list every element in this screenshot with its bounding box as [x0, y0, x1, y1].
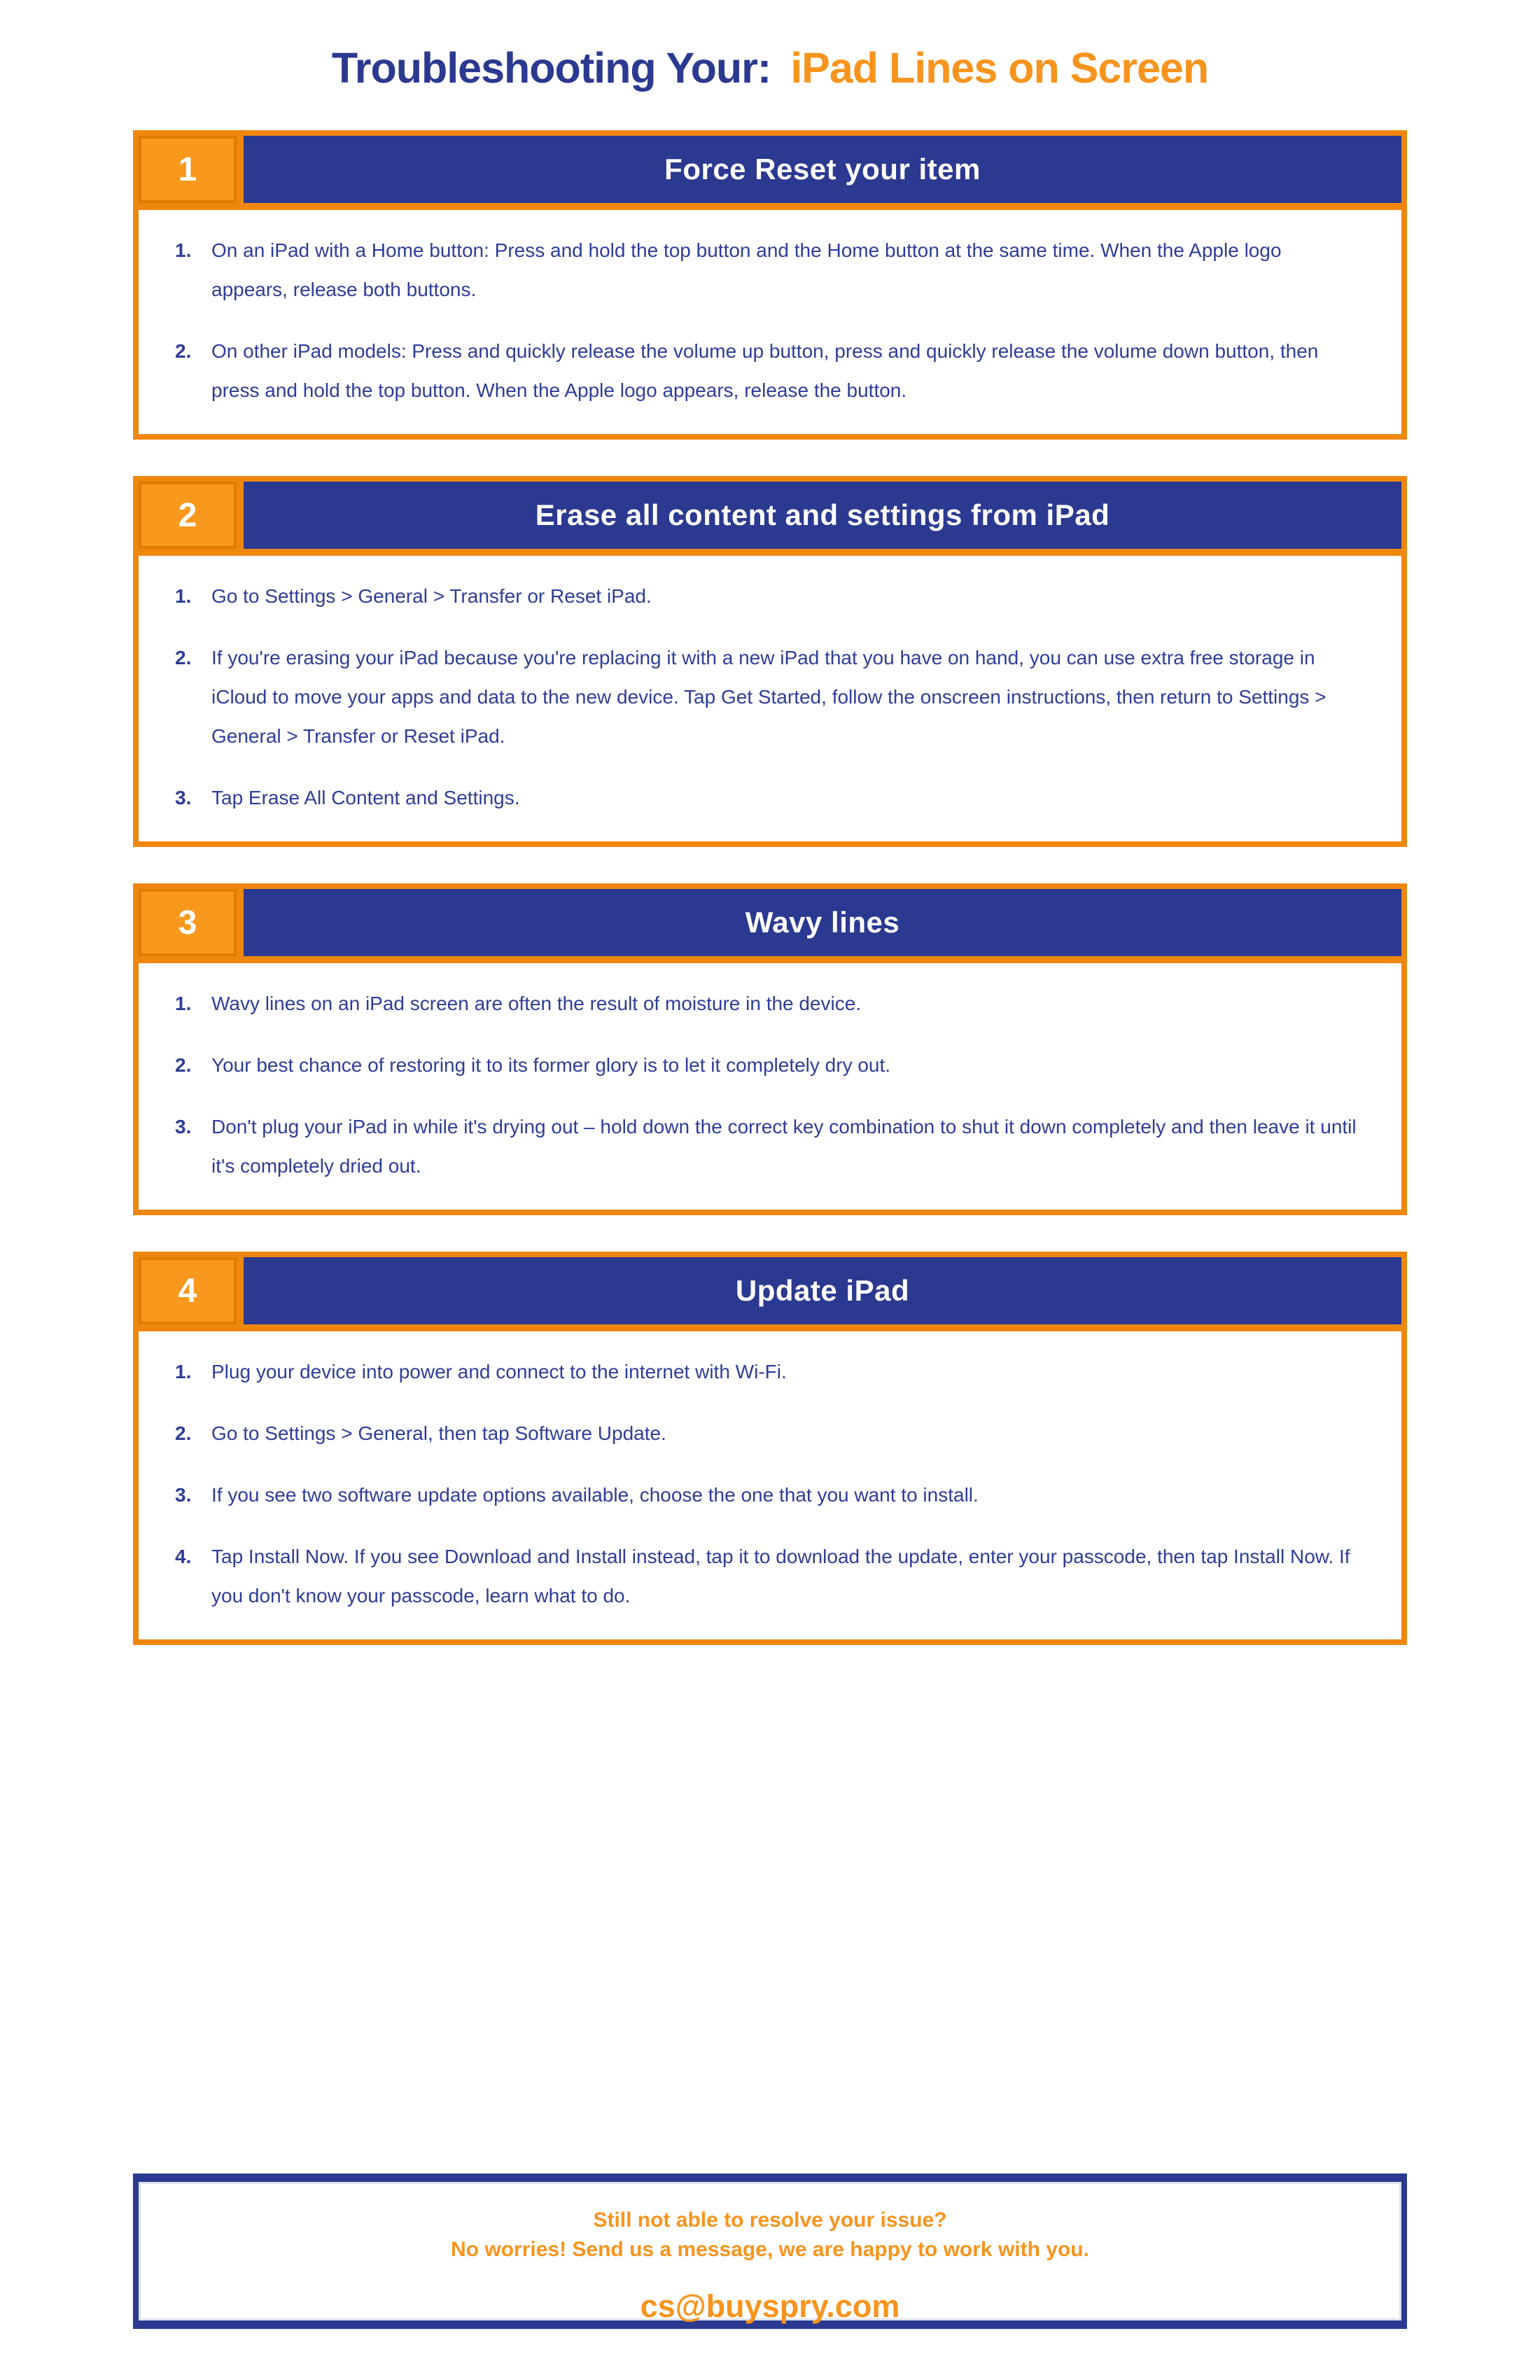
item-text: If you see two software update options available, choose the one that you want to install.	[211, 1484, 979, 1506]
section-wavy-lines	[133, 883, 1407, 1215]
section-number-badge: 3	[139, 889, 237, 956]
page-title	[0, 0, 1540, 92]
section-force-reset	[133, 130, 1407, 440]
title-highlight: iPad Lines on Screen	[790, 44, 1209, 92]
section-header	[139, 136, 1401, 210]
item-number: 2.	[175, 1054, 192, 1076]
item-number: 3.	[175, 1484, 192, 1506]
item-text: On other iPad models: Press and quickly release the volume up button, press and quickly release the volume down button, then press and hold the top button. When the Apple logo appears, release the button.	[211, 340, 1319, 401]
item-text: If you're erasing your iPad because you're replacing it with a new iPad that you have on hand, you can use extra free storage in iCloud to move your apps and data to the new device. Tap Get Started, follow the onscreen instructions, then return to Settings > General > Transfer or Reset iPad.	[211, 647, 1326, 747]
list-item	[175, 1046, 1359, 1085]
section-body	[139, 210, 1401, 434]
item-text: Go to Settings > General, then tap Software Update.	[211, 1422, 666, 1444]
list-item	[175, 1537, 1359, 1616]
section-title: Wavy lines	[244, 889, 1401, 956]
item-text: On an iPad with a Home button: Press and hold the top button and the Home button at the same time. When the Apple logo appears, release both buttons.	[211, 239, 1282, 300]
list-item	[175, 1352, 1359, 1392]
footer-box	[133, 2174, 1407, 2329]
item-number: 1.	[175, 993, 192, 1014]
section-number-badge: 4	[139, 1257, 237, 1324]
section-header	[139, 1257, 1401, 1331]
list-item	[175, 577, 1359, 616]
list-item	[175, 638, 1359, 756]
section-header	[139, 482, 1401, 556]
item-text: Go to Settings > General > Transfer or Reset iPad.	[211, 585, 652, 607]
footer-line1: Still not able to resolve your issue?	[593, 2208, 947, 2232]
footer-line2: No worries! Send us a message, we are happy to work with you.	[451, 2238, 1089, 2261]
item-text: Plug your device into power and connect to the internet with Wi-Fi.	[211, 1361, 787, 1382]
list-item	[175, 332, 1359, 410]
section-body	[139, 556, 1401, 841]
list-item	[175, 1107, 1359, 1186]
item-text: Tap Install Now. If you see Download and Install instead, tap it to download the update, enter your passcode, then tap Install Now. If you don't know your passcode, learn what to do.	[211, 1546, 1350, 1606]
list-item	[175, 231, 1359, 309]
item-number: 1.	[175, 1361, 192, 1382]
item-number: 3.	[175, 1116, 192, 1138]
content	[133, 130, 1407, 1645]
item-text: Wavy lines on an iPad screen are often the result of moisture in the device.	[211, 993, 862, 1014]
title-prefix: Troubleshooting Your:	[331, 44, 771, 92]
section-body	[139, 963, 1401, 1210]
section-body	[139, 1331, 1401, 1639]
item-text: Your best chance of restoring it to its former glory is to let it completely dry out.	[211, 1054, 891, 1076]
list-item	[175, 984, 1359, 1023]
item-number: 2.	[175, 1422, 192, 1444]
footer-email[interactable]: cs@buyspry.com	[640, 2288, 900, 2324]
list-item	[175, 778, 1359, 818]
section-header	[139, 889, 1401, 963]
section-erase-content	[133, 476, 1407, 847]
item-number: 3.	[175, 787, 192, 808]
section-title: Update iPad	[244, 1257, 1401, 1324]
item-text: Tap Erase All Content and Settings.	[211, 787, 520, 808]
list-item	[175, 1414, 1359, 1453]
list-item	[175, 1476, 1359, 1515]
section-number-badge: 1	[139, 136, 237, 203]
item-number: 2.	[175, 647, 192, 668]
item-number: 1.	[175, 239, 192, 261]
item-number: 1.	[175, 585, 192, 607]
item-number: 4.	[175, 1546, 192, 1567]
section-title: Erase all content and settings from iPad	[244, 482, 1401, 549]
section-update-ipad	[133, 1252, 1407, 1645]
section-number-badge: 2	[139, 482, 237, 549]
section-title: Force Reset your item	[244, 136, 1401, 203]
item-text: Don't plug your iPad in while it's drying out – hold down the correct key combination to shut it down completely and then leave it until it's completely dried out.	[211, 1116, 1357, 1177]
item-number: 2.	[175, 340, 192, 362]
